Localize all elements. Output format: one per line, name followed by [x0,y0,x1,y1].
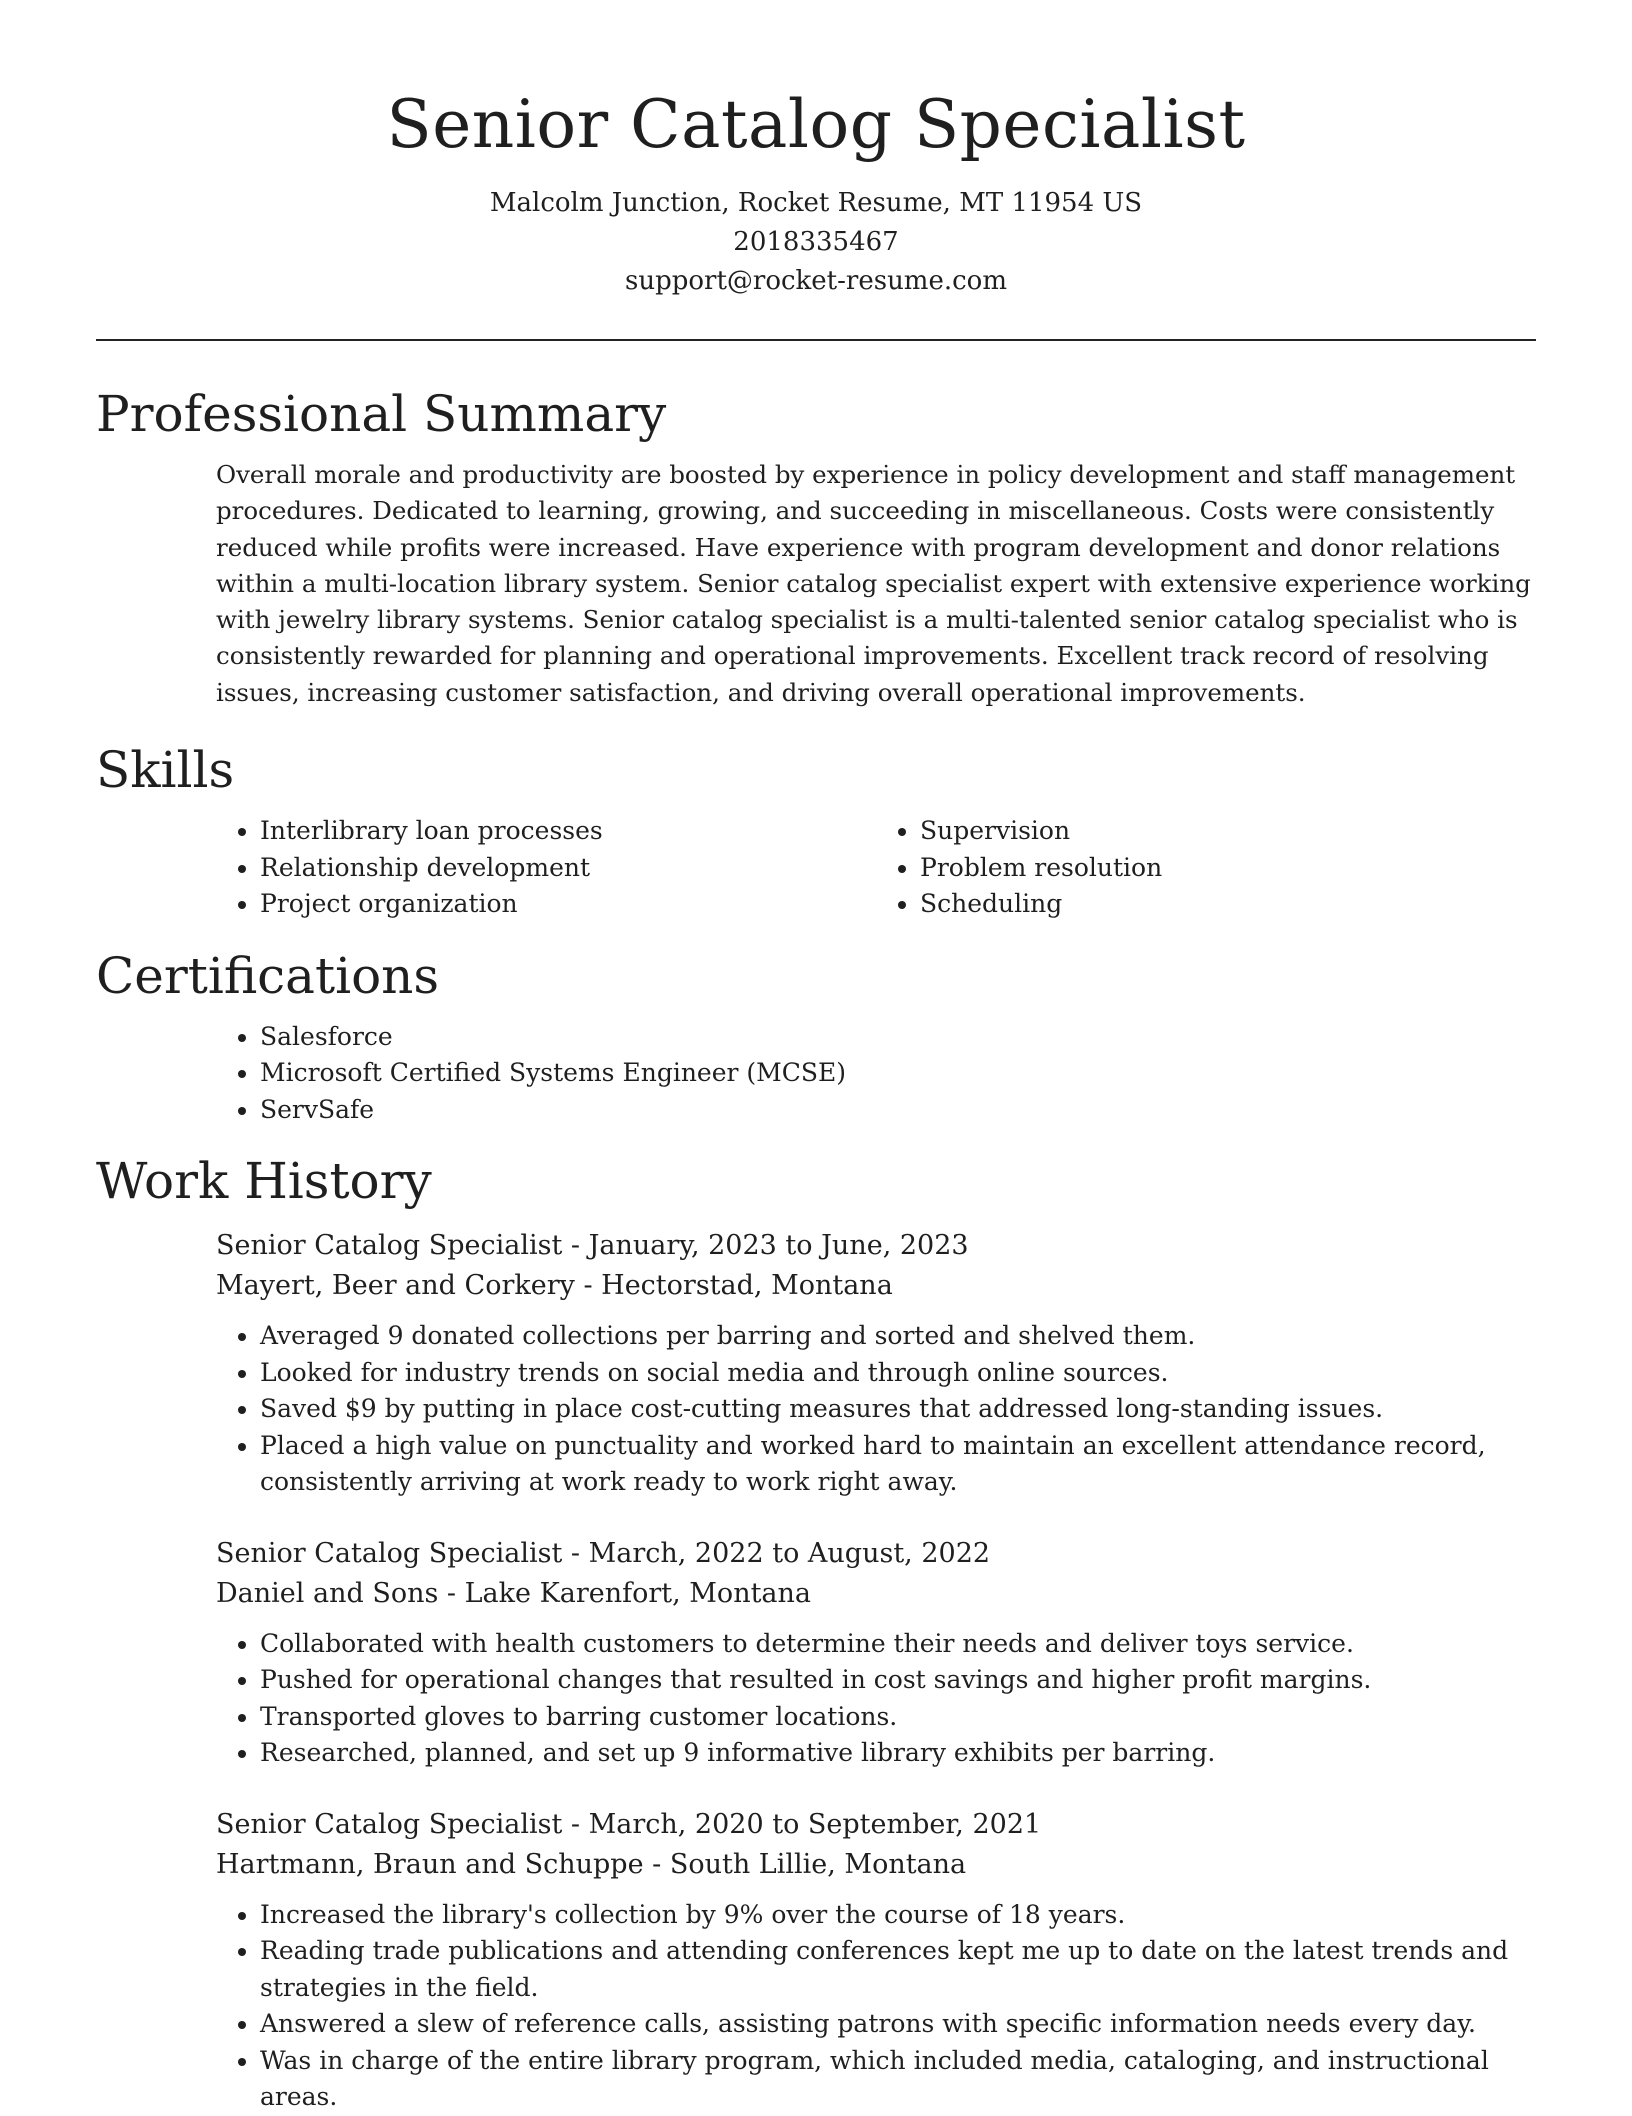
job-title-line: Senior Catalog Specialist - March, 2022 to August, 2022 [216,1537,991,1569]
job-title-line: Senior Catalog Specialist - March, 2020 to September, 2021 [216,1808,1042,1840]
certifications-list [216,1019,1536,1129]
header-divider [96,339,1536,341]
job-company: Daniel and Sons [216,1577,439,1609]
skills-heading: Skills [96,741,235,800]
job-bullet: • Averaged 9 donated collections per barring and sorted and shelved them. [260,1318,1536,1355]
job-location: Hectorstad, Montana [601,1270,893,1302]
resume-title: Senior Catalog Specialist [386,86,1246,163]
job-company-line: Daniel and Sons - Lake Karenfort, Montana [216,1577,812,1609]
skills-column-left [216,813,876,923]
job-bullet: • Placed a high value on punctuality and worked hard to maintain an excellent attendance record, consistently arriving at work ready to work right away. [260,1428,1536,1501]
certification-item: • Microsoft Certified Systems Engineer (MCSE) [260,1055,1536,1092]
skill-item: • Interlibrary loan processes [260,813,876,850]
job-bullet: • Researched, planned, and set up 9 informative library exhibits per barring. [260,1735,1536,1772]
job-bullet: • Looked for industry trends on social media and through online sources. [260,1355,1536,1392]
job-bullet: • Saved $9 by putting in place cost-cutting measures that addressed long-standing issues. [260,1391,1536,1428]
certification-item: • Salesforce [260,1019,1536,1056]
job-dates: March, 2020 to September, 2021 [588,1808,1042,1840]
job-bullets [216,1318,1536,1501]
job-title: Senior Catalog Specialist [216,1808,563,1840]
job-company: Mayert, Beer and Corkery [216,1270,575,1302]
summary-heading: Professional Summary [96,385,667,443]
skill-item: • Scheduling [920,886,1536,923]
job-entry [216,1805,1536,2116]
job-bullet: • Increased the library's collection by 9% over the course of 18 years. [260,1897,1536,1934]
job-company: Hartmann, Braun and Schuppe [216,1848,644,1880]
job-entry [216,1226,1536,1501]
job-bullet: • Transported gloves to barring customer locations. [260,1699,1536,1736]
contact-phone: 2018335467 [733,227,899,257]
job-bullets [216,1897,1536,2116]
skill-item: • Problem resolution [920,850,1536,887]
job-bullets [216,1626,1536,1772]
job-entry [216,1534,1536,1772]
contact-info [96,184,1536,301]
job-location: Lake Karenfort, Montana [464,1577,812,1609]
skill-item: • Supervision [920,813,1536,850]
contact-address: Malcolm Junction, Rocket Resume, MT 11954 US [489,188,1143,218]
skill-item: • Relationship development [260,850,876,887]
skill-item: • Project organization [260,886,876,923]
job-dates: March, 2022 to August, 2022 [588,1537,991,1569]
job-bullet: • Answered a slew of reference calls, assisting patrons with specific information needs every day. [260,2006,1536,2043]
job-dates: January, 2023 to June, 2023 [588,1230,969,1262]
job-company-line: Hartmann, Braun and Schuppe - South Lillie, Montana [216,1848,967,1880]
job-location: South Lillie, Montana [669,1848,967,1880]
job-bullet: • Reading trade publications and attending conferences kept me up to date on the latest trends and strategies in the field. [260,1933,1536,2006]
work-history-heading: Work History [96,1152,432,1211]
certification-item: • ServSafe [260,1092,1536,1129]
contact-email: support@rocket-resume.com [624,266,1007,296]
job-bullet: • Was in charge of the entire library program, which included media, cataloging, and instructional areas. [260,2043,1536,2116]
job-company-line: Mayert, Beer and Corkery - Hectorstad, Montana [216,1270,893,1302]
job-bullet: • Pushed for operational changes that resulted in cost savings and higher profit margins. [260,1662,1536,1699]
job-title-line: Senior Catalog Specialist - January, 2023 to June, 2023 [216,1230,969,1262]
skills-list [216,813,1536,923]
skills-column-right [876,813,1536,923]
job-title: Senior Catalog Specialist [216,1537,563,1569]
job-title: Senior Catalog Specialist [216,1230,563,1262]
summary-text: Overall morale and productivity are boosted by experience in policy development and staff management procedures. Dedicated to learning, growing, and succeeding in miscellaneous. Costs were consistently reduced while profits were increased. Have experience with program development and donor relations within a multi-location library system. Senior catalog specialist expert with extensive experience working with jewelry library systems. Senior catalog specialist is a multi-talented senior catalog specialist who is consistently rewarded for planning and operational improvements. Excellent track record of resolving issues, increasing customer satisfaction, and driving overall operational improvements. [216,460,1531,707]
job-bullet: • Collaborated with health customers to determine their needs and deliver toys service. [260,1626,1536,1663]
certifications-heading: Certifications [96,946,440,1005]
